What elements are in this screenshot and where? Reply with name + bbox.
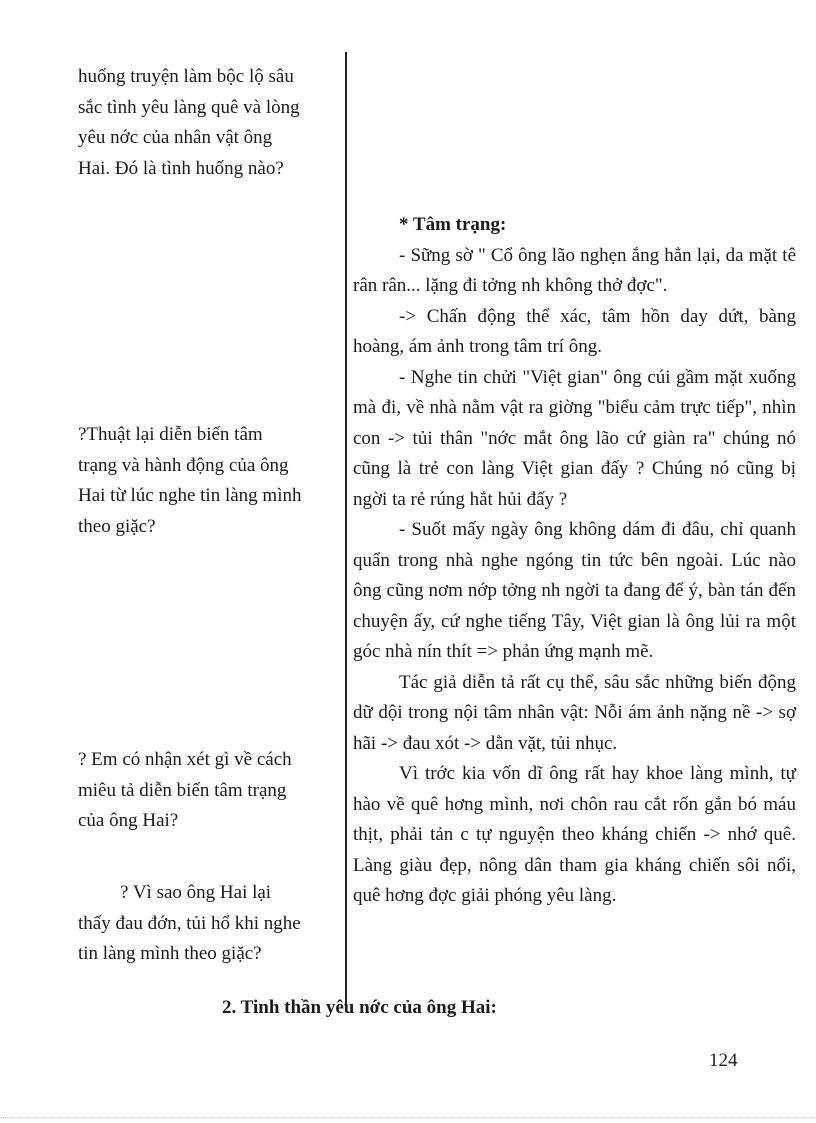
question-line: tin làng mình theo giặc? xyxy=(78,943,262,964)
question-line: Hai từ lúc nghe tin làng mình xyxy=(78,485,302,506)
question-line: ? Em có nhận xét gì về cách xyxy=(78,749,292,770)
question-line: yêu nớc của nhân vật ông xyxy=(78,127,273,148)
question-line: huống truyện làm bộc lộ sâu xyxy=(78,66,294,87)
answer-paragraph: - Nghe tin chửi "Việt gian" ông cúi gầm mặt xuống mà đi, về nhà nằm vật ra giờng "biểu cảm trực tiếp", nhìn con -> tủi thân "nớc mắt ông lão cứ giàn ra" chúng nó cũng là trẻ con làng Việt gian đấy ? Chúng nó cũng bị ngời ta rẻ rúng hắt hủi đấy ? xyxy=(353,366,796,510)
question-line: sắc tình yêu làng quê và lòng xyxy=(78,96,300,118)
question-line: của ông Hai? xyxy=(78,810,179,831)
answer-column xyxy=(353,210,796,912)
answer-paragraph: -> Chấn động thể xác, tâm hồn day dứt, bàng hoàng, ám ảnh trong tâm trí ông. xyxy=(353,305,796,357)
question-line: miêu tả diễn biến tâm trạng xyxy=(78,779,287,801)
column-divider xyxy=(345,52,347,1005)
section-heading: * Tâm trạng: xyxy=(399,214,507,235)
question-line: ?Thuật lại diễn biến tâm xyxy=(78,424,263,445)
answer-paragraph: Vì trớc kia vốn dĩ ông rất hay khoe làng mình, tự hào về quê hơng mình, nơi chôn rau cắt rốn gắn bó máu thịt, phải tản c tự nguyện theo kháng chiến -> nhớ quê. Làng giàu đẹp, nông dân tham gia kháng chiến sôi nổi, quê hơng đợc giải phóng yêu làng. xyxy=(353,763,796,906)
question-3 xyxy=(78,745,340,837)
footer-rule xyxy=(0,1117,816,1118)
answer-paragraph: Tác giả diễn tả rất cụ thể, sâu sắc những biến động dữ dội trong nội tâm nhân vật: Nỗi ám ảnh nặng nề -> sợ hãi -> đau xót -> dằn vặt, tủi nhục. xyxy=(353,671,796,754)
question-1 xyxy=(78,62,340,184)
answer-paragraph: - Suốt mấy ngày ông không dám đi đâu, chỉ quanh quẩn trong nhà nghe ngóng tin tức bên ngoài. Lúc nào ông cũng nơm nớp tởng nh ngời ta đang để ý, bàn tán đến chuyện ấy, cứ nghe tiếng Tây, Việt gian là ông lủi ra một góc nhà nín thít => phản ứng mạnh mẽ. xyxy=(353,519,796,662)
question-line: thấy đau đớn, tủi hổ khi nghe xyxy=(78,912,301,934)
question-line: Hai. Đó là tình huống nào? xyxy=(78,157,284,179)
question-2 xyxy=(78,420,340,542)
question-line: trạng và hành động của ông xyxy=(78,454,289,476)
question-line: theo giặc? xyxy=(78,515,156,537)
page-number: 124 xyxy=(709,1050,738,1071)
question-line: ? Vì sao ông Hai lại xyxy=(120,882,272,903)
question-4 xyxy=(78,878,340,970)
answer-paragraph: - Sững sờ " Cổ ông lão nghẹn ắng hẳn lại, da mặt tê rân rân... lặng đi tởng nh không thở đợc". xyxy=(353,244,796,296)
section-2-heading: 2. Tinh thần yêu nớc của ông Hai: xyxy=(222,997,497,1018)
